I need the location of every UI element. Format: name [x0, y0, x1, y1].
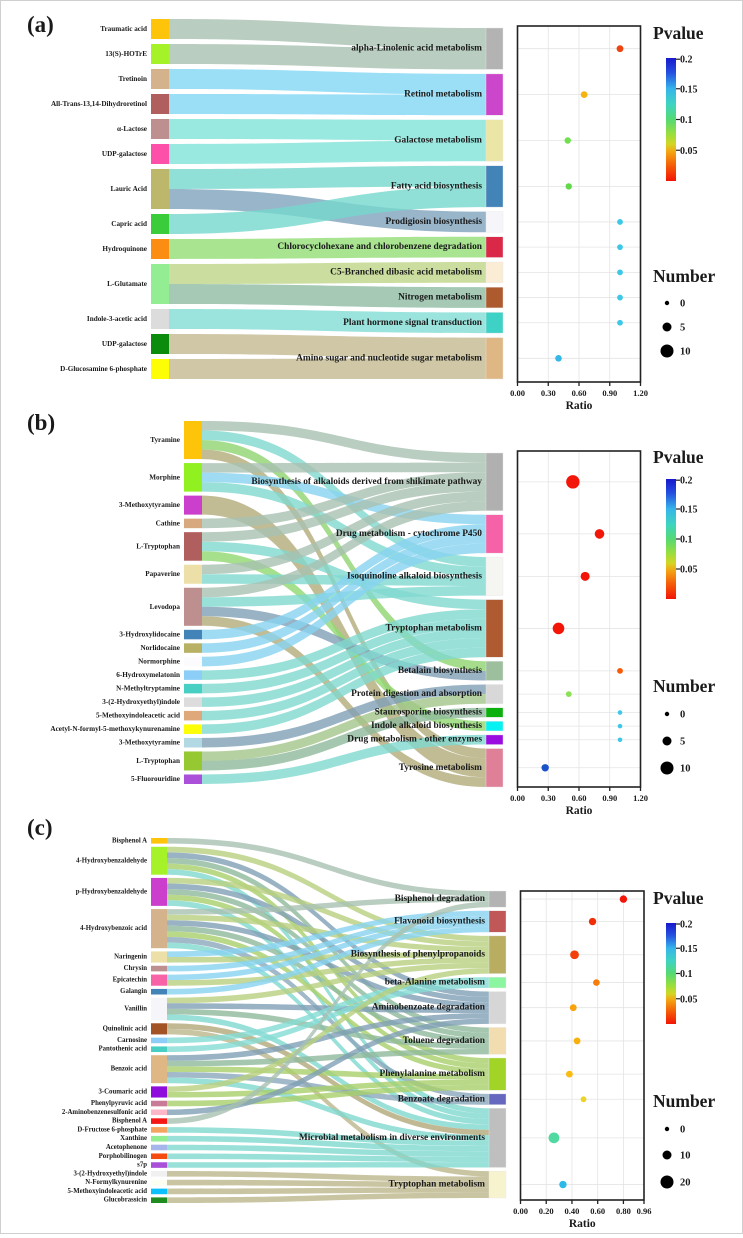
metabolite-node — [151, 334, 169, 354]
colorbar-tick-label: 0.15 — [680, 943, 698, 955]
metabolite-node — [184, 657, 202, 667]
metabolite-label: Vanillin — [124, 1005, 147, 1013]
ratio-dot — [589, 918, 596, 925]
pathway-node — [489, 1094, 506, 1105]
metabolite-node — [151, 1127, 167, 1133]
x-axis-label: Ratio — [568, 1218, 596, 1230]
pathway-label: Microbial metabolism in diverse environments — [298, 1132, 485, 1143]
metabolite-node — [184, 496, 202, 515]
metabolite-node — [151, 1153, 167, 1159]
pathway-node — [486, 684, 503, 703]
metabolite-label: Tretinoin — [118, 75, 147, 83]
pathway-label: Flavonoid biosynthesis — [394, 916, 485, 927]
pathway-label: Fatty acid biosynthesis — [390, 181, 482, 192]
metabolite-node — [151, 44, 169, 64]
pathway-label: Staurosporine biosynthesis — [374, 707, 482, 718]
metabolite-node — [151, 1023, 167, 1034]
x-axis-tick-label: 0.30 — [540, 793, 556, 803]
ratio-dot — [566, 691, 572, 697]
metabolite-node — [151, 1118, 167, 1124]
metabolite-label: Lauric Acid — [110, 185, 147, 193]
metabolite-label: D-Fructose 6-phosphate — [77, 1126, 147, 1134]
number-legend-label: 5 — [680, 322, 686, 334]
pathway-node — [486, 661, 503, 680]
metabolite-label: Traumatic acid — [100, 25, 147, 33]
metabolite-label: Normorphine — [138, 657, 180, 666]
x-axis-tick-label: 0.90 — [602, 388, 618, 398]
metabolite-node — [184, 697, 202, 707]
metabolite-label: N-Formylkynurenine — [85, 1179, 147, 1187]
metabolite-node — [151, 1086, 167, 1097]
metabolite-node — [151, 1180, 167, 1186]
ratio-dot — [570, 950, 579, 959]
metabolite-label: Chrysin — [123, 965, 147, 973]
colorbar-tick-label: 0.05 — [680, 145, 698, 157]
number-legend-dot — [663, 1151, 672, 1160]
metabolite-node — [151, 1110, 167, 1116]
pathway-label: C5-Branched dibasic acid metabolism — [330, 267, 482, 278]
metabolite-node — [151, 1055, 167, 1083]
x-axis-tick-label: 0.30 — [540, 388, 556, 398]
number-legend-dot — [661, 345, 674, 358]
metabolite-node — [151, 214, 169, 234]
number-legend-title: Number — [653, 266, 716, 286]
metabolite-label: Morphine — [149, 473, 180, 482]
metabolite-label: Norlidocaine — [140, 644, 180, 653]
metabolite-label: 6-Hydroxymelatonin — [116, 671, 180, 680]
pathway-node — [486, 287, 503, 308]
metabolite-label: 2-Aminobenzenesulfonic acid — [61, 1108, 147, 1116]
ratio-dot — [566, 1071, 573, 1078]
metabolite-node — [151, 94, 169, 114]
metabolite-node — [184, 532, 202, 561]
pathway-label: Plant hormone signal transduction — [343, 317, 482, 328]
ratio-dot — [618, 724, 623, 729]
metabolite-node — [184, 421, 202, 459]
panel-c — [27, 815, 715, 1230]
metabolite-label: UDP-galactose — [101, 150, 147, 158]
ratio-dot — [570, 1004, 577, 1011]
metabolite-node — [151, 69, 169, 89]
ratio-dot — [593, 979, 600, 986]
metabolite-label: Levodopa — [149, 602, 180, 611]
metabolite-label: Tyramine — [150, 436, 180, 445]
x-axis-label: Ratio — [565, 400, 593, 412]
metabolite-node — [184, 670, 202, 680]
metabolite-label: Pantothenic acid — [98, 1045, 147, 1053]
metabolite-node — [184, 711, 202, 721]
pathway-label: Galactose metabolism — [394, 135, 482, 146]
ratio-dot — [595, 529, 605, 539]
number-legend-label: 20 — [680, 1177, 691, 1189]
metabolite-node — [151, 1189, 167, 1195]
pathway-label: Betalain biosynthesis — [397, 665, 482, 676]
pathway-node — [486, 312, 503, 333]
metabolite-label: Galangin — [120, 988, 147, 996]
ratio-dot — [617, 295, 623, 301]
pathway-node — [486, 237, 503, 258]
ratio-dot — [581, 91, 588, 98]
metabolite-node — [184, 588, 202, 626]
metabolite-label: Epicatechin — [112, 976, 147, 984]
pathway-label: Tryptophan metabolism — [388, 1179, 485, 1190]
metabolite-label: Carnosine — [117, 1036, 147, 1044]
pathway-node — [489, 1058, 506, 1090]
metabolite-label: N-Methyltryptamine — [116, 684, 180, 693]
metabolite-node — [151, 1197, 167, 1203]
metabolite-node — [151, 19, 169, 39]
metabolite-node — [184, 463, 202, 492]
pathway-label: alpha-Linolenic acid metabolism — [351, 43, 482, 54]
metabolite-label: Hydroquinone — [102, 245, 147, 253]
x-axis-tick-label: 0.00 — [510, 388, 525, 398]
colorbar-tick-label: 0.1 — [680, 534, 693, 546]
dotplot-frame — [521, 891, 645, 1200]
x-axis-tick-label: 0.60 — [590, 1206, 606, 1216]
ratio-dot — [566, 475, 579, 488]
pathway-node — [486, 74, 503, 115]
colorbar-tick-label: 0.1 — [680, 969, 693, 980]
colorbar-tick-label: 0.1 — [680, 115, 693, 126]
metabolite-label: Bisphenol A — [112, 837, 147, 845]
x-axis-tick-label: 0.20 — [538, 1206, 554, 1216]
metabolite-node — [151, 847, 167, 875]
ratio-dot — [617, 45, 624, 52]
sankey-link — [202, 463, 486, 473]
metabolite-node — [151, 264, 169, 304]
pathway-label: Drug metabolism - cytochrome P450 — [335, 528, 482, 539]
metabolite-label: 5-Fluorouridine — [131, 775, 180, 784]
metabolite-node — [151, 144, 169, 164]
metabolite-label: Porphobilinogen — [98, 1152, 147, 1160]
pathway-label: Tryptophan metabolism — [385, 623, 482, 634]
number-legend-dot — [661, 762, 674, 775]
pathway-label: Phenylalanine metabolism — [379, 1069, 485, 1080]
metabolite-node — [151, 975, 167, 986]
metabolite-label: 3-(2-Hydroxyethyl)indole — [102, 698, 180, 707]
ratio-dot — [618, 737, 623, 742]
ratio-dot — [559, 1181, 566, 1188]
panel-letter: (c) — [27, 815, 53, 840]
pathway-node — [486, 262, 503, 283]
metabolite-label: 3-Coumaric acid — [98, 1088, 147, 1096]
number-legend-dot — [665, 301, 669, 305]
metabolite-label: 3-Hydroxylidocaine — [119, 630, 180, 639]
ratio-dot — [581, 1096, 587, 1102]
metabolite-node — [184, 565, 202, 584]
metabolite-label: 4-Hydroxybenzoic acid — [80, 925, 147, 933]
x-axis-tick-label: 0.00 — [513, 1206, 528, 1216]
metabolite-label: Benzoic acid — [110, 1065, 147, 1073]
colorbar-tick-label: 0.2 — [680, 919, 693, 931]
metabolite-node — [151, 359, 169, 379]
metabolite-node — [184, 738, 202, 748]
pathway-node — [486, 708, 503, 718]
colorbar-tick-label: 0.05 — [680, 564, 698, 576]
pathway-label: Bisphenol degradation — [394, 894, 485, 905]
pathway-node — [489, 1027, 506, 1054]
pathway-node — [486, 735, 503, 745]
pathway-node — [486, 28, 503, 69]
pvalue-legend-title: Pvalue — [653, 23, 704, 43]
metabolite-node — [151, 119, 169, 139]
pathway-node — [489, 992, 506, 1024]
metabolite-label: Phenylpyruvic acid — [90, 1100, 147, 1108]
x-axis-tick-label: 0.90 — [602, 793, 618, 803]
panel-b — [27, 410, 715, 817]
pathway-node — [489, 911, 506, 933]
number-legend-title: Number — [653, 1091, 716, 1111]
pathway-node — [489, 936, 506, 974]
pathway-label: Protein digestion and absorption — [351, 689, 482, 700]
pathway-label: Nitrogen metabolism — [398, 292, 482, 303]
metabolite-node — [151, 838, 167, 844]
number-legend-title: Number — [653, 676, 716, 696]
pathway-node — [486, 515, 503, 553]
x-axis-tick-label: 1.20 — [633, 793, 648, 803]
pathway-label: Chlorocyclohexane and chlorobenzene degradation — [277, 242, 482, 253]
metabolite-node — [151, 1038, 167, 1044]
metabolite-node — [151, 1046, 167, 1052]
metabolite-node — [151, 989, 167, 995]
pathway-node — [486, 338, 503, 379]
pathway-label: Drug metabolism - other enzymes — [347, 734, 482, 745]
pathway-label: Benzoate degradation — [397, 1094, 485, 1105]
metabolite-node — [151, 1162, 167, 1168]
pathway-label: Indole alkaloid biosynthesis — [371, 721, 482, 732]
metabolite-node — [151, 1145, 167, 1151]
metabolite-label: UDP-galactose — [101, 340, 147, 348]
metabolite-label: L-Glutamate — [107, 280, 147, 288]
ratio-dot — [574, 1038, 581, 1045]
panel-a — [27, 12, 715, 412]
number-legend-label: 10 — [680, 763, 691, 775]
metabolite-label: Cathine — [155, 519, 180, 528]
colorbar-tick-label: 0.2 — [680, 54, 693, 66]
metabolite-node — [151, 951, 167, 962]
number-legend-label: 10 — [680, 1150, 691, 1162]
metabolite-node — [184, 519, 202, 529]
pvalue-legend-title: Pvalue — [653, 888, 704, 908]
metabolite-node — [184, 684, 202, 694]
metabolite-node — [151, 909, 167, 948]
metabolite-label: 13(S)-HOTrE — [105, 50, 147, 58]
panel-letter: (b) — [27, 410, 56, 435]
number-legend-dot — [665, 1127, 669, 1131]
pathway-node — [489, 891, 506, 907]
metabolite-label: Papaverine — [145, 570, 180, 579]
ratio-dot — [581, 572, 590, 581]
pathway-node — [486, 212, 503, 233]
pathway-label: Retinol metabolism — [404, 89, 482, 100]
ratio-dot — [617, 269, 623, 275]
ratio-dot — [555, 355, 562, 362]
x-axis-label: Ratio — [565, 805, 593, 817]
pathway-node — [486, 166, 503, 207]
metabolite-label: Indole-3-acetic acid — [86, 315, 147, 323]
pathway-node — [489, 1171, 506, 1198]
metabolite-label: Quinolinic acid — [102, 1025, 147, 1033]
metabolite-node — [151, 966, 167, 972]
number-legend-dot — [665, 712, 669, 716]
metabolite-node — [184, 724, 202, 734]
metabolite-label: α-Lactose — [117, 125, 147, 133]
number-legend-label: 0 — [680, 1124, 686, 1136]
metabolite-label: Bisphenol A — [112, 1117, 147, 1125]
metabolite-label: L-Tryptophan — [136, 542, 180, 551]
ratio-dot — [617, 244, 623, 250]
metabolite-label: 5-Methoxyindoleacetic acid — [67, 1187, 147, 1195]
number-legend-dot — [663, 323, 672, 332]
pathway-label: Isoquinoline alkaloid biosynthesis — [347, 571, 482, 582]
metabolite-label: 5-Methoxyindoleacetic acid — [95, 711, 180, 720]
ratio-dot — [617, 219, 623, 225]
metabolite-node — [151, 309, 169, 329]
ratio-dot — [541, 764, 548, 771]
metabolite-node — [184, 630, 202, 640]
metabolite-label: 3-Methoxytyramine — [118, 501, 180, 510]
pathway-label: Toluene degradation — [402, 1035, 485, 1046]
metabolite-label: Naringenin — [114, 953, 147, 961]
pvalue-legend-title: Pvalue — [653, 447, 704, 467]
pathway-label: Biosynthesis of phenylpropanoids — [350, 949, 485, 960]
number-legend-label: 0 — [680, 298, 686, 310]
pathway-label: Tyrosine metabolism — [398, 762, 482, 773]
metabolite-label: Glucobrassicin — [103, 1196, 147, 1204]
number-legend-dot — [663, 737, 672, 746]
pathway-label: Amino sugar and nucleotide sugar metabolism — [296, 353, 482, 364]
x-axis-tick-label: 0.40 — [564, 1206, 580, 1216]
metabolite-label: L-Tryptophan — [136, 756, 180, 765]
metabolite-node — [151, 1136, 167, 1142]
metabolite-label: p-Hydroxybenzaldehyde — [75, 888, 147, 896]
pathway-label: Aminobenzoate degradation — [371, 1002, 485, 1013]
sankey-link — [167, 1193, 489, 1203]
ratio-dot — [549, 1132, 560, 1143]
ratio-dot — [620, 895, 627, 902]
metabolite-label: Xanthine — [120, 1135, 147, 1143]
x-axis-tick-label: 0.00 — [510, 793, 525, 803]
pathway-enrichment-figure — [1, 1, 742, 1233]
metabolite-label: Acetophenone — [105, 1143, 147, 1151]
pathway-node — [486, 120, 503, 161]
x-axis-tick-label: 1.20 — [633, 388, 648, 398]
pathway-label: Biosynthesis of alkaloids derived from shikimate pathway — [251, 476, 482, 487]
metabolite-label: 3-Methoxytyramine — [118, 738, 180, 747]
metabolite-label: D-Glucosamine 6-phosphate — [60, 365, 147, 373]
colorbar-tick-label: 0.15 — [680, 504, 698, 516]
pathway-node — [489, 1108, 506, 1167]
metabolite-node — [184, 751, 202, 770]
ratio-dot — [566, 183, 572, 189]
metabolite-node — [184, 774, 202, 784]
ratio-dot — [617, 668, 623, 674]
number-legend-label: 10 — [680, 346, 691, 358]
metabolite-node — [184, 643, 202, 653]
sankey-link — [167, 1162, 489, 1168]
metabolite-label: Capric acid — [111, 220, 147, 228]
pvalue-colorbar — [666, 479, 676, 599]
metabolite-label: 4-Hydroxybenzaldehyde — [76, 857, 147, 865]
pathway-node — [486, 453, 503, 511]
pathway-label: Prodigiosin biosynthesis — [385, 216, 482, 227]
colorbar-tick-label: 0.05 — [680, 994, 698, 1006]
number-legend-label: 0 — [680, 709, 686, 721]
number-legend-label: 5 — [680, 736, 686, 748]
pvalue-colorbar — [666, 923, 676, 1024]
ratio-dot — [617, 320, 623, 326]
ratio-dot — [565, 137, 571, 143]
metabolite-node — [151, 239, 169, 259]
colorbar-tick-label: 0.15 — [680, 84, 698, 96]
metabolite-node — [151, 998, 167, 1020]
pathway-node — [489, 977, 506, 988]
x-axis-tick-label: 0.80 — [615, 1206, 631, 1216]
pvalue-colorbar — [666, 58, 676, 181]
metabolite-label: 3-(2-Hydroxyethyl)indole — [73, 1170, 147, 1178]
pathway-node — [486, 600, 503, 658]
panel-letter: (a) — [27, 12, 54, 37]
pathway-node — [486, 721, 503, 731]
ratio-dot — [553, 623, 565, 635]
metabolite-node — [151, 878, 167, 906]
pathway-node — [486, 557, 503, 595]
x-axis-tick-label: 0.60 — [571, 388, 587, 398]
metabolite-node — [151, 1101, 167, 1107]
pathway-label: beta-Alanine metabolism — [384, 977, 485, 988]
metabolite-node — [151, 1171, 167, 1177]
metabolite-label: Acetyl-N-formyl-5-methoxykynurenamine — [50, 725, 180, 734]
metabolite-label: s7p — [137, 1161, 147, 1169]
metabolite-label: All-Trans-13,14-Dihydroretinol — [50, 100, 147, 108]
x-axis-tick-label: 0.96 — [636, 1206, 652, 1216]
colorbar-tick-label: 0.2 — [680, 475, 693, 487]
x-axis-tick-label: 0.60 — [571, 793, 587, 803]
number-legend-dot — [661, 1176, 674, 1189]
pathway-node — [486, 749, 503, 787]
metabolite-node — [151, 169, 169, 209]
ratio-dot — [618, 710, 623, 715]
